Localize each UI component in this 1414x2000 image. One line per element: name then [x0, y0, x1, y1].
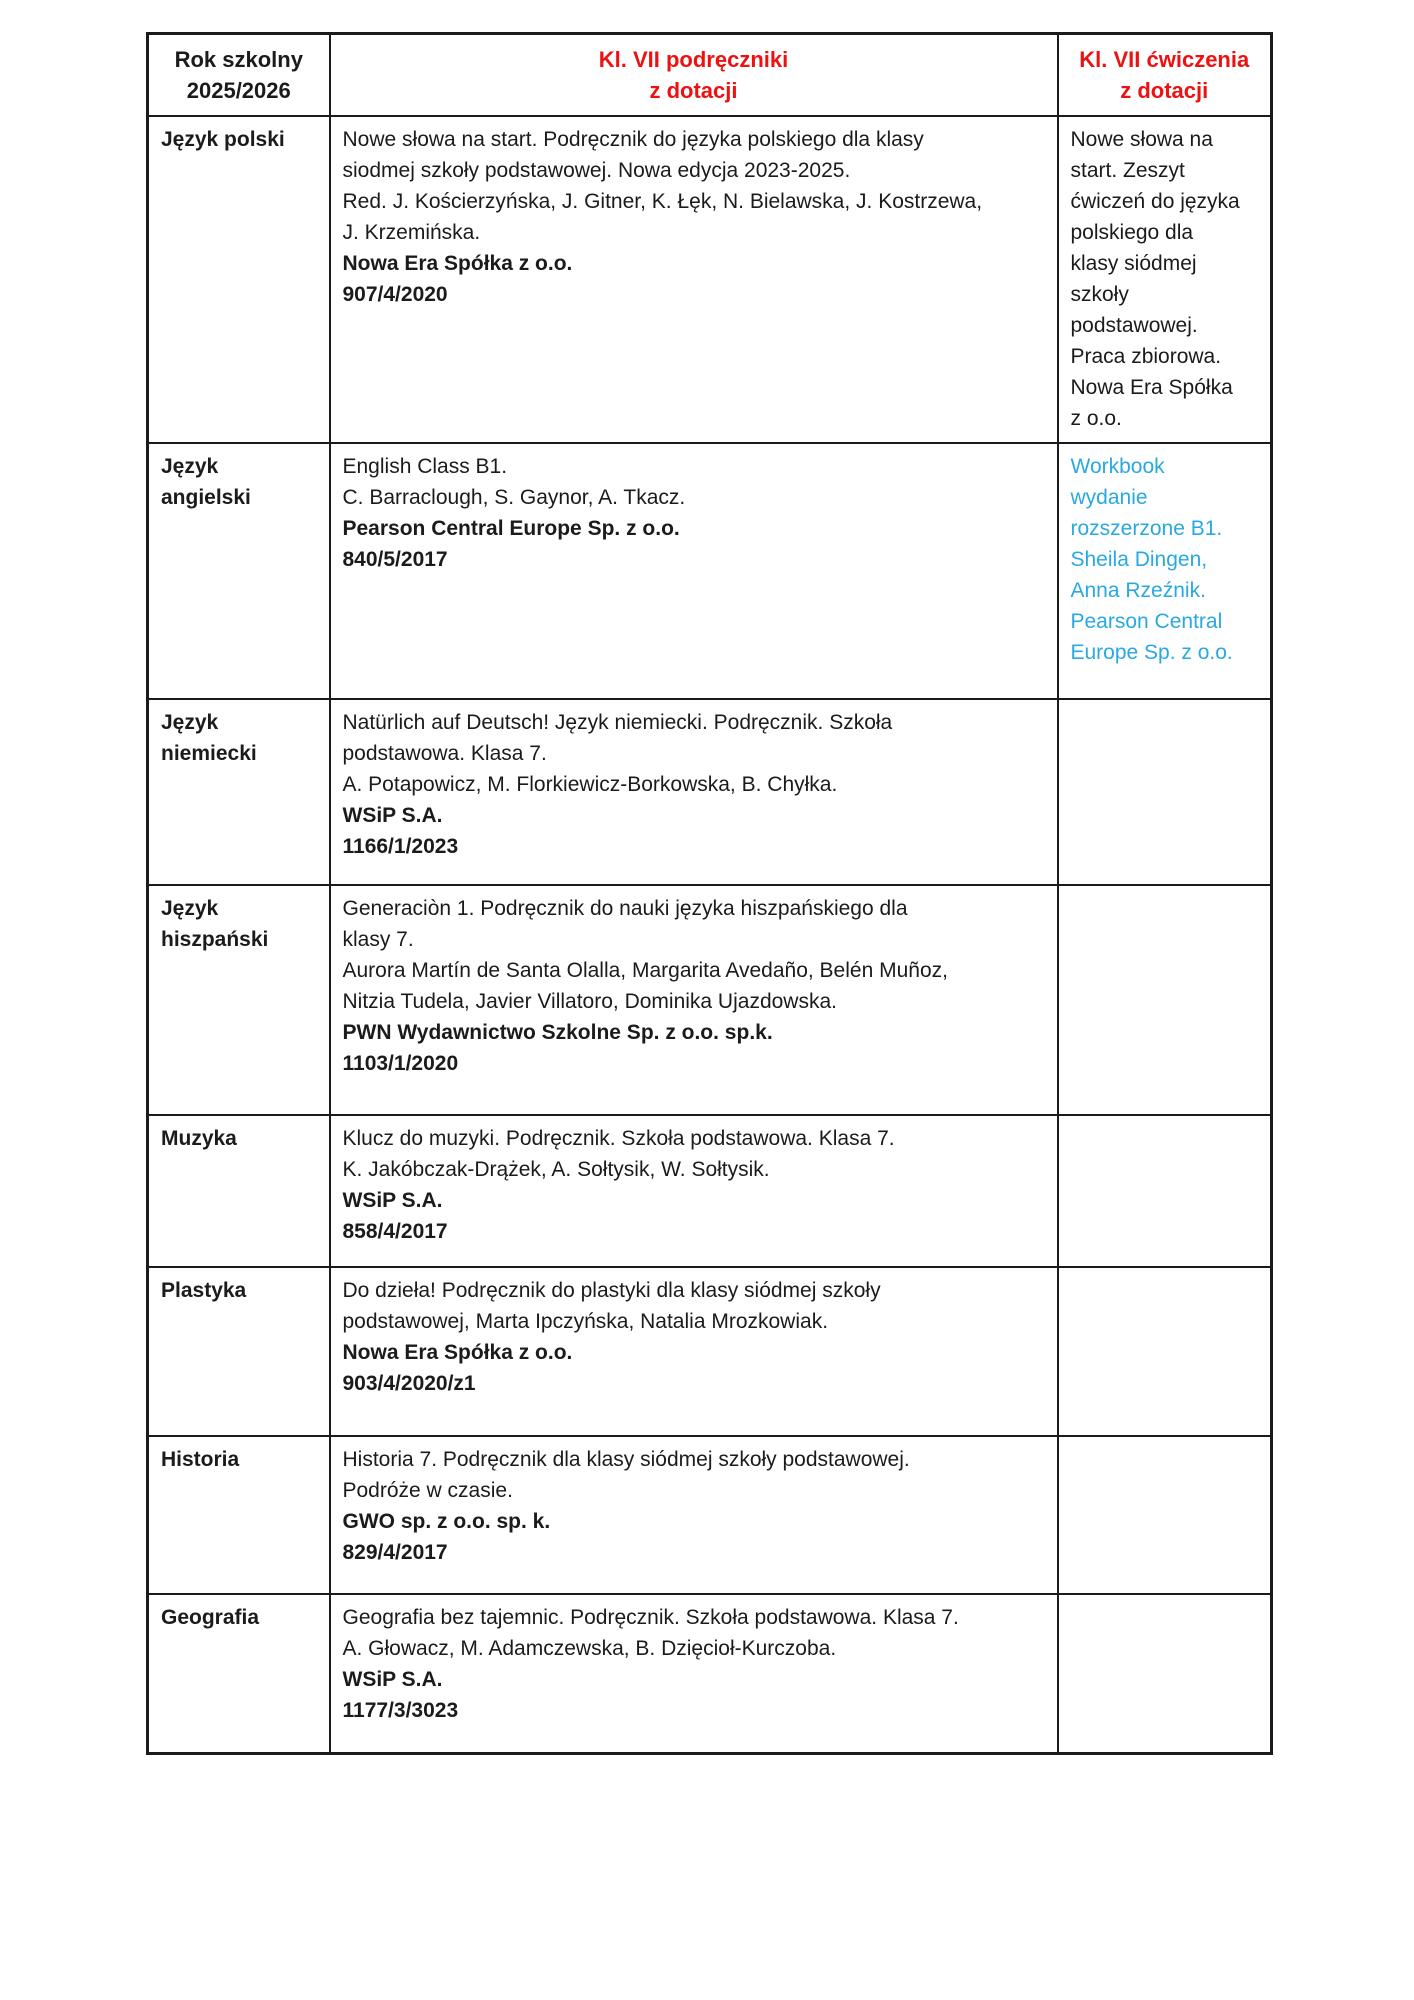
- text-line: Anna Rzeźnik.: [1070, 578, 1206, 602]
- subject-cell: [148, 1594, 330, 1754]
- text-line: K. Jakóbczak-Drążek, A. Sołtysik, W. Sołtysik.: [342, 1157, 770, 1181]
- header-workbooks: [1058, 34, 1272, 116]
- text-line: Nowa Era Spółka: [1070, 375, 1233, 399]
- workbook-cell: [1058, 699, 1272, 885]
- text-line: 1177/3/3023: [342, 1698, 459, 1722]
- text-line: Nowa Era Spółka z o.o.: [342, 1340, 573, 1364]
- text-line: GWO sp. z o.o. sp. k.: [342, 1509, 551, 1533]
- text-line: Natürlich auf Deutsch! Język niemiecki. Podręcznik. Szkoła: [342, 710, 893, 734]
- workbook-cell: [1058, 885, 1272, 1115]
- text-line: 1166/1/2023: [342, 834, 459, 858]
- textbook-cell: [330, 1115, 1058, 1267]
- text-line: Nowe słowa na: [1070, 127, 1213, 151]
- table-row: [148, 1594, 1272, 1754]
- textbook-cell: [330, 1594, 1058, 1754]
- text-line: C. Barraclough, S. Gaynor, A. Tkacz.: [342, 485, 686, 509]
- text-line: English Class B1.: [342, 454, 508, 478]
- header-workbooks-line1: Kl. VII ćwiczenia: [1079, 46, 1250, 72]
- text-line: hiszpański: [161, 927, 269, 951]
- text-line: WSiP S.A.: [342, 1188, 443, 1212]
- text-line: wydanie: [1070, 485, 1148, 509]
- text-line: angielski: [161, 485, 251, 509]
- text-line: Generaciòn 1. Podręcznik do nauki języka hiszpańskiego dla: [342, 896, 908, 920]
- text-line: z o.o.: [1070, 406, 1122, 430]
- text-line: Workbook: [1070, 454, 1165, 478]
- text-line: 903/4/2020/z1: [342, 1371, 476, 1395]
- text-line: podstawowa. Klasa 7.: [342, 741, 547, 765]
- text-line: Geografia bez tajemnic. Podręcznik. Szkoła podstawowa. Klasa 7.: [342, 1605, 959, 1629]
- subject-cell: [148, 116, 330, 443]
- text-line: 840/5/2017: [342, 547, 448, 571]
- header-school-year: [148, 34, 330, 116]
- text-line: Podróże w czasie.: [342, 1478, 513, 1502]
- subject-cell: [148, 1267, 330, 1436]
- header-textbooks: [330, 34, 1058, 116]
- text-line: WSiP S.A.: [342, 803, 443, 827]
- text-line: rozszerzone B1.: [1070, 516, 1223, 540]
- workbook-cell: [1058, 116, 1272, 443]
- subject-cell: [148, 1436, 330, 1594]
- table-header-row: [148, 34, 1272, 116]
- text-line: Pearson Central: [1070, 609, 1223, 633]
- text-line: 1103/1/2020: [342, 1051, 459, 1075]
- text-line: klasy 7.: [342, 927, 414, 951]
- text-line: Sheila Dingen,: [1070, 547, 1208, 571]
- text-line: podstawowej, Marta Ipczyńska, Natalia Mrozkowiak.: [342, 1309, 829, 1333]
- text-line: Praca zbiorowa.: [1070, 344, 1222, 368]
- text-line: siodmej szkoły podstawowej. Nowa edycja 2023-2025.: [342, 158, 851, 182]
- textbook-cell: [330, 116, 1058, 443]
- header-textbooks-line2: z dotacji: [649, 77, 738, 103]
- textbook-cell: [330, 699, 1058, 885]
- text-line: Język: [161, 454, 219, 478]
- subject-cell: [148, 1115, 330, 1267]
- text-line: Język: [161, 710, 219, 734]
- text-line: 858/4/2017: [342, 1219, 448, 1243]
- text-line: start. Zeszyt: [1070, 158, 1185, 182]
- subject-cell: [148, 443, 330, 699]
- textbook-cell: [330, 443, 1058, 699]
- text-line: Język polski: [161, 127, 285, 151]
- text-line: Historia 7. Podręcznik dla klasy siódmej szkoły podstawowej.: [342, 1447, 910, 1471]
- workbook-cell: [1058, 443, 1272, 699]
- text-line: A. Głowacz, M. Adamczewska, B. Dzięcioł-Kurczoba.: [342, 1636, 837, 1660]
- textbook-cell: [330, 1436, 1058, 1594]
- text-line: Plastyka: [161, 1278, 247, 1302]
- text-line: niemiecki: [161, 741, 257, 765]
- subject-cell: [148, 699, 330, 885]
- text-line: Red. J. Kościerzyńska, J. Gitner, K. Łęk, N. Bielawska, J. Kostrzewa,: [342, 189, 983, 213]
- text-line: Aurora Martín de Santa Olalla, Margarita Avedaño, Belén Muñoz,: [342, 958, 948, 982]
- text-line: Geografia: [161, 1605, 260, 1629]
- text-line: polskiego dla: [1070, 220, 1194, 244]
- textbook-table: [146, 32, 1273, 1755]
- text-line: Nowa Era Spółka z o.o.: [342, 251, 573, 275]
- text-line: PWN Wydawnictwo Szkolne Sp. z o.o. sp.k.: [342, 1020, 773, 1044]
- text-line: Europe Sp. z o.o.: [1070, 640, 1233, 664]
- workbook-cell: [1058, 1115, 1272, 1267]
- table-row: [148, 1267, 1272, 1436]
- text-line: 829/4/2017: [342, 1540, 448, 1564]
- text-line: szkoły: [1070, 282, 1129, 306]
- text-line: A. Potapowicz, M. Florkiewicz-Borkowska, B. Chyłka.: [342, 772, 838, 796]
- text-line: Historia: [161, 1447, 240, 1471]
- text-line: Muzyka: [161, 1126, 237, 1150]
- header-textbooks-line1: Kl. VII podręczniki: [598, 46, 789, 72]
- text-line: J. Krzemińska.: [342, 220, 481, 244]
- textbook-cell: [330, 885, 1058, 1115]
- text-line: podstawowej.: [1070, 313, 1198, 337]
- workbook-cell: [1058, 1436, 1272, 1594]
- text-line: Nitzia Tudela, Javier Villatoro, Dominika Ujazdowska.: [342, 989, 837, 1013]
- text-line: Nowe słowa na start. Podręcznik do języka polskiego dla klasy: [342, 127, 924, 151]
- table-row: [148, 1115, 1272, 1267]
- text-line: ćwiczeń do języka: [1070, 189, 1240, 213]
- text-line: Do dzieła! Podręcznik do plastyki dla klasy siódmej szkoły: [342, 1278, 881, 1302]
- text-line: Pearson Central Europe Sp. z o.o.: [342, 516, 680, 540]
- text-line: 907/4/2020: [342, 282, 448, 306]
- subject-cell: [148, 885, 330, 1115]
- table-row: [148, 699, 1272, 885]
- workbook-cell: [1058, 1594, 1272, 1754]
- table-body: [148, 34, 1272, 1754]
- header-school-year-line2: 2025/2026: [186, 77, 291, 103]
- text-line: WSiP S.A.: [342, 1667, 443, 1691]
- workbook-cell: [1058, 1267, 1272, 1436]
- textbook-cell: [330, 1267, 1058, 1436]
- text-line: klasy siódmej: [1070, 251, 1197, 275]
- table-row: [148, 116, 1272, 443]
- table-row: [148, 885, 1272, 1115]
- header-workbooks-line2: z dotacji: [1120, 77, 1209, 103]
- table-row: [148, 443, 1272, 699]
- header-school-year-line1: Rok szkolny: [174, 46, 303, 72]
- text-line: Klucz do muzyki. Podręcznik. Szkoła podstawowa. Klasa 7.: [342, 1126, 895, 1150]
- text-line: Język: [161, 896, 219, 920]
- table-row: [148, 1436, 1272, 1594]
